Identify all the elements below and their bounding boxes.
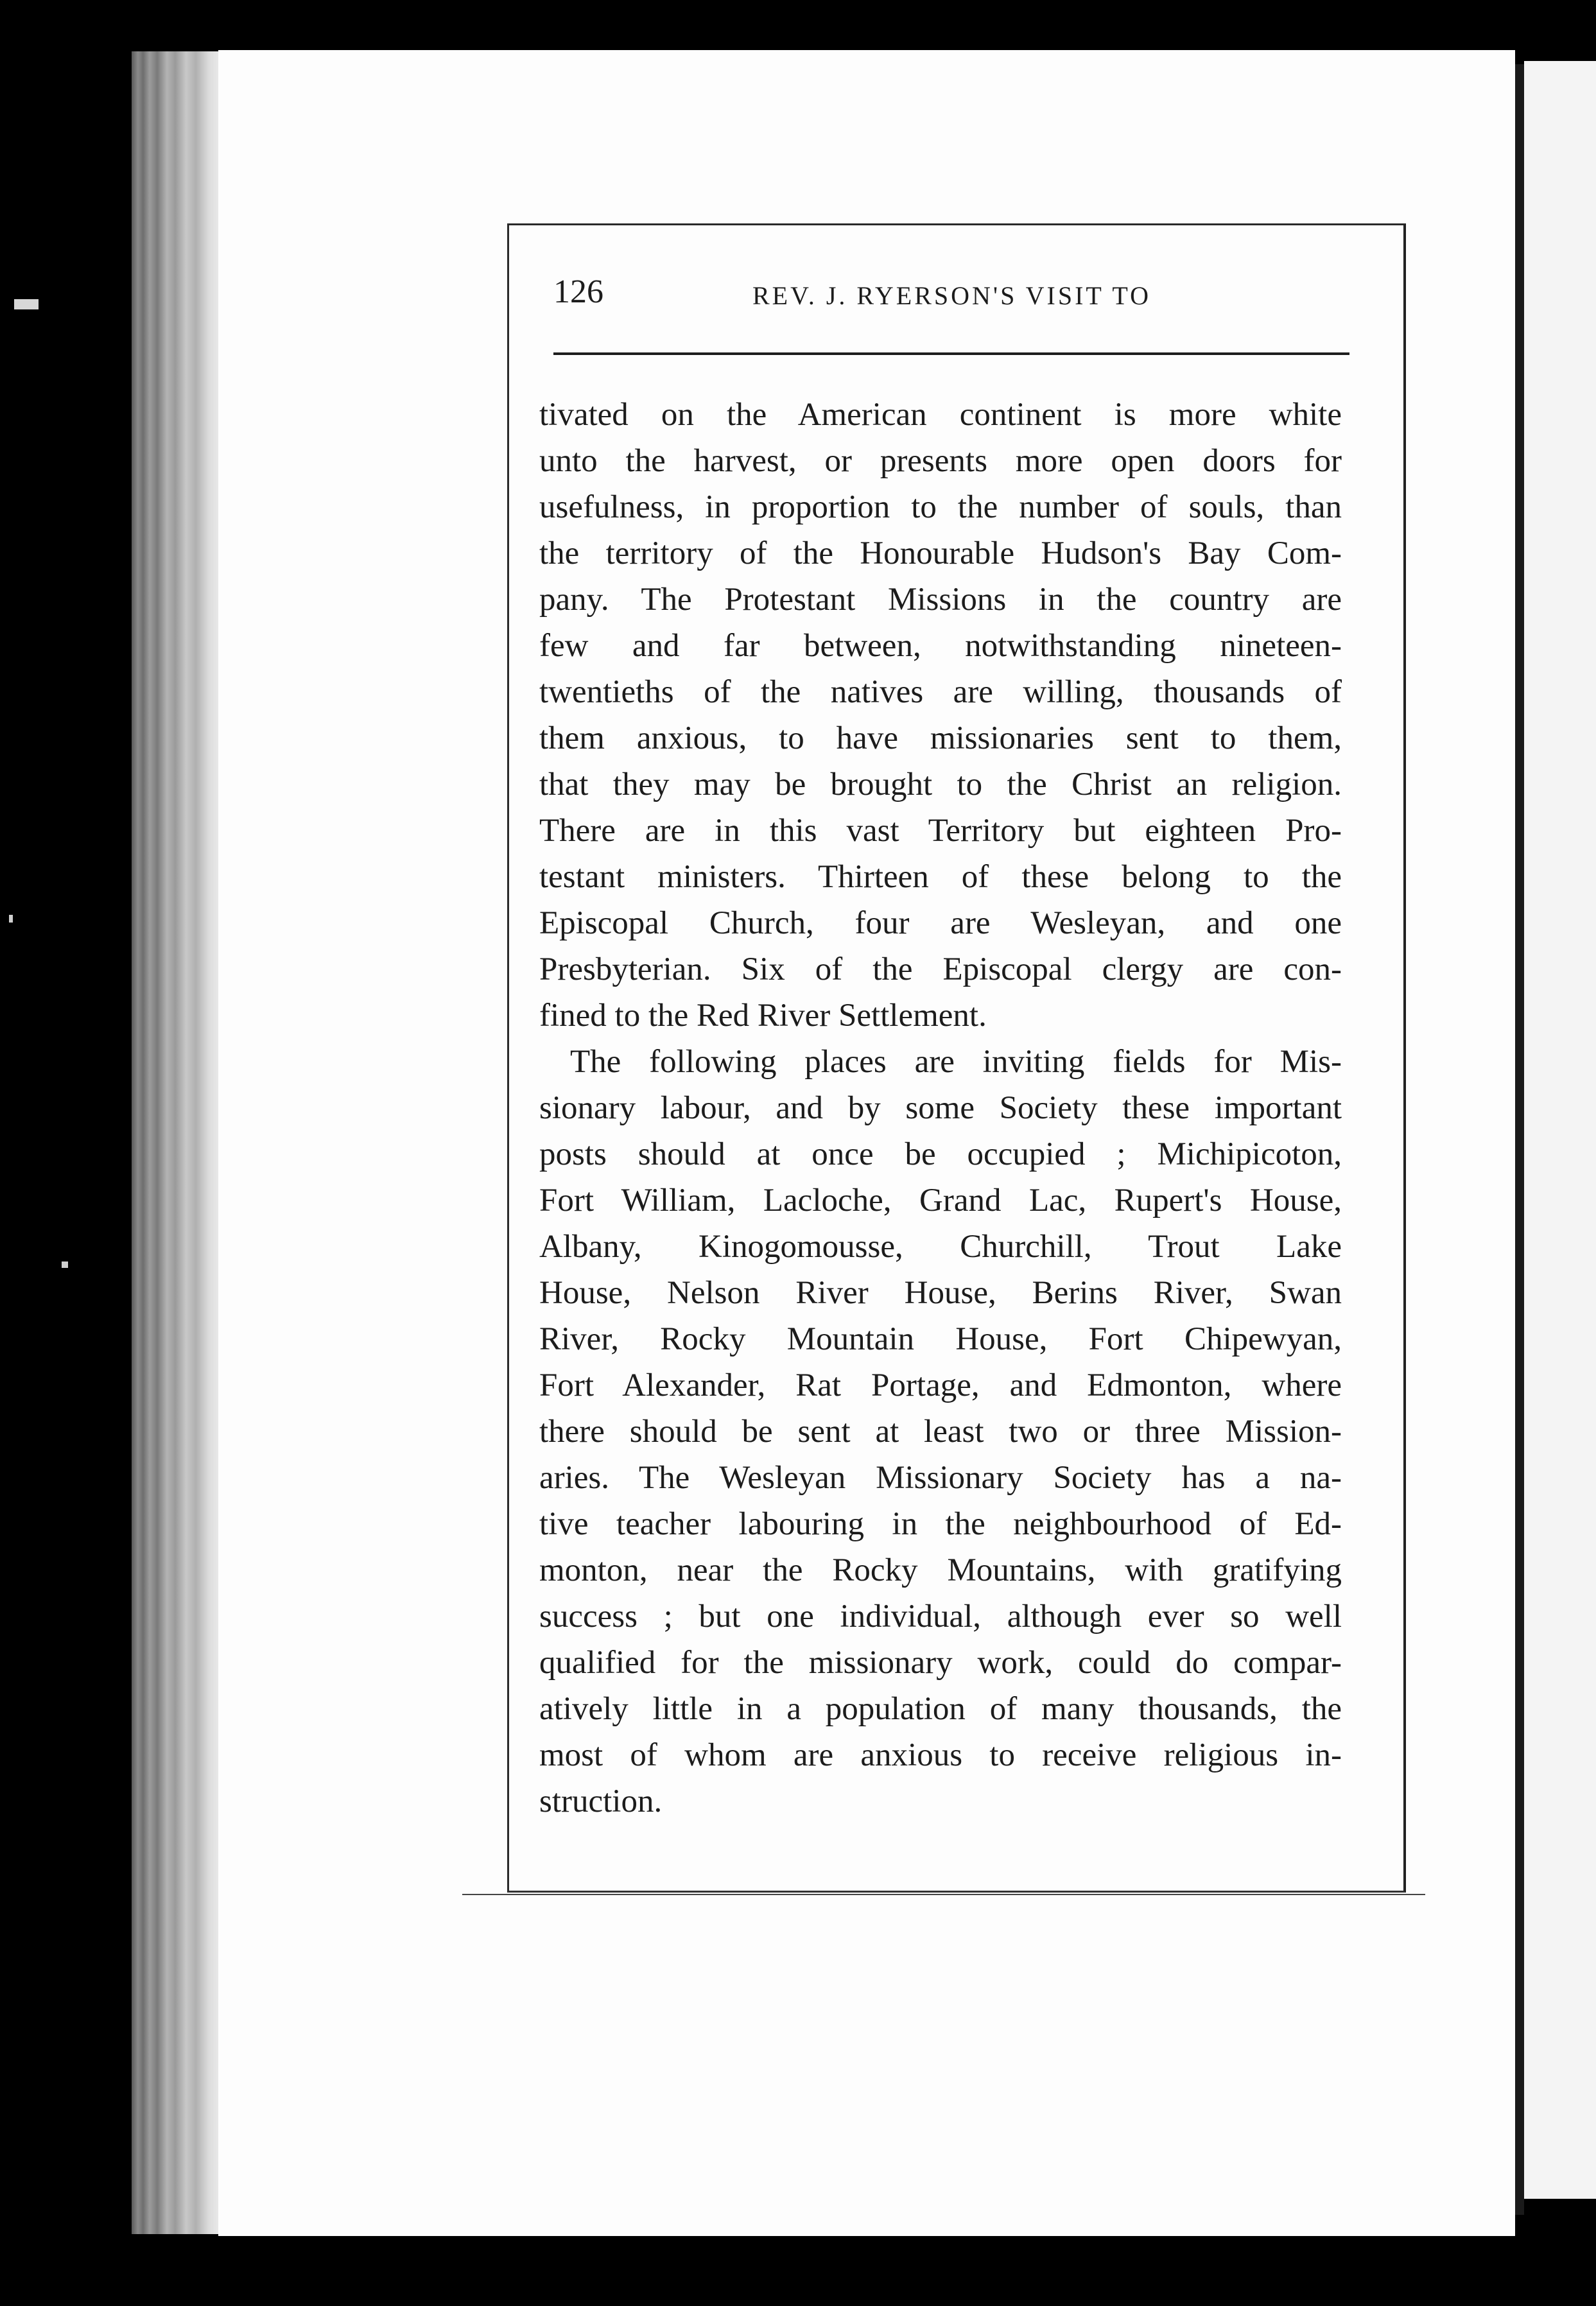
text-line: them anxious, to have missionaries sent to them,	[539, 720, 1342, 756]
scan-speck	[9, 915, 13, 923]
text-line: testant ministers. Thirteen of these belong to the	[539, 859, 1342, 895]
plate-bottom-rule	[462, 1894, 1425, 1895]
text-line: There are in this vast Territory but eighteen Pro-	[539, 813, 1342, 849]
text-line: pany. The Protestant Missions in the country are	[539, 582, 1342, 618]
text-line: usefulness, in proportion to the number of souls, than	[539, 489, 1342, 525]
text-line: few and far between, notwithstanding nineteen-	[539, 628, 1342, 664]
scan-speck	[62, 1261, 68, 1268]
text-line: there should be sent at least two or three Mission-	[539, 1414, 1342, 1450]
text-line: River, Rocky Mountain House, Fort Chipewyan,	[539, 1321, 1342, 1357]
paragraph	[539, 1039, 1342, 1825]
book-page-edges	[132, 51, 228, 2234]
text-line: unto the harvest, or presents more open doors for	[539, 443, 1342, 479]
text-line: aries. The Wesleyan Missionary Society has a na-	[539, 1460, 1342, 1496]
text-line: Fort Alexander, Rat Portage, and Edmonton, where	[539, 1367, 1342, 1403]
paragraph	[539, 392, 1342, 1039]
text-line: atively little in a population of many thousands, the	[539, 1691, 1342, 1727]
text-line: most of whom are anxious to receive religious in-	[539, 1737, 1342, 1773]
running-title: REV. J. RYERSON'S VISIT TO	[752, 281, 1151, 310]
text-line: Episcopal Church, four are Wesleyan, and one	[539, 905, 1342, 941]
text-line: qualified for the missionary work, could do compar-	[539, 1645, 1342, 1681]
text-line: posts should at once be occupied ; Michipicoton,	[539, 1136, 1342, 1172]
text-line: fined to the Red River Settlement.	[539, 998, 987, 1034]
text-line: House, Nelson River House, Berins River, Swan	[539, 1275, 1342, 1311]
running-head	[553, 273, 1349, 318]
text-line: the territory of the Honourable Hudson's Bay Com-	[539, 535, 1342, 571]
text-line: monton, near the Rocky Mountains, with gratifying	[539, 1552, 1342, 1588]
text-line: struction.	[539, 1783, 663, 1819]
text-line: tive teacher labouring in the neighbourhood of Ed-	[539, 1506, 1342, 1542]
facing-page-edge	[1524, 61, 1596, 2199]
page-number: 126	[553, 273, 603, 310]
header-rule	[553, 352, 1349, 355]
gutter-shadow	[1515, 64, 1524, 2215]
text-line: Fort William, Lacloche, Grand Lac, Rupert's House,	[539, 1183, 1342, 1218]
body-text	[539, 392, 1342, 1825]
text-line: sionary labour, and by some Society these important	[539, 1090, 1342, 1126]
text-line: The following places are inviting fields for Mis-	[570, 1044, 1342, 1080]
text-line: twentieths of the natives are willing, thousands of	[539, 674, 1342, 710]
text-line: tivated on the American continent is more white	[539, 397, 1342, 433]
text-line: that they may be brought to the Christ an religion.	[539, 767, 1342, 802]
text-line: success ; but one individual, although ever so well	[539, 1599, 1342, 1634]
text-line: Presbyterian. Six of the Episcopal clergy are con-	[539, 951, 1342, 987]
text-line: Albany, Kinogomousse, Churchill, Trout Lake	[539, 1229, 1342, 1265]
scan-speck	[14, 299, 39, 309]
